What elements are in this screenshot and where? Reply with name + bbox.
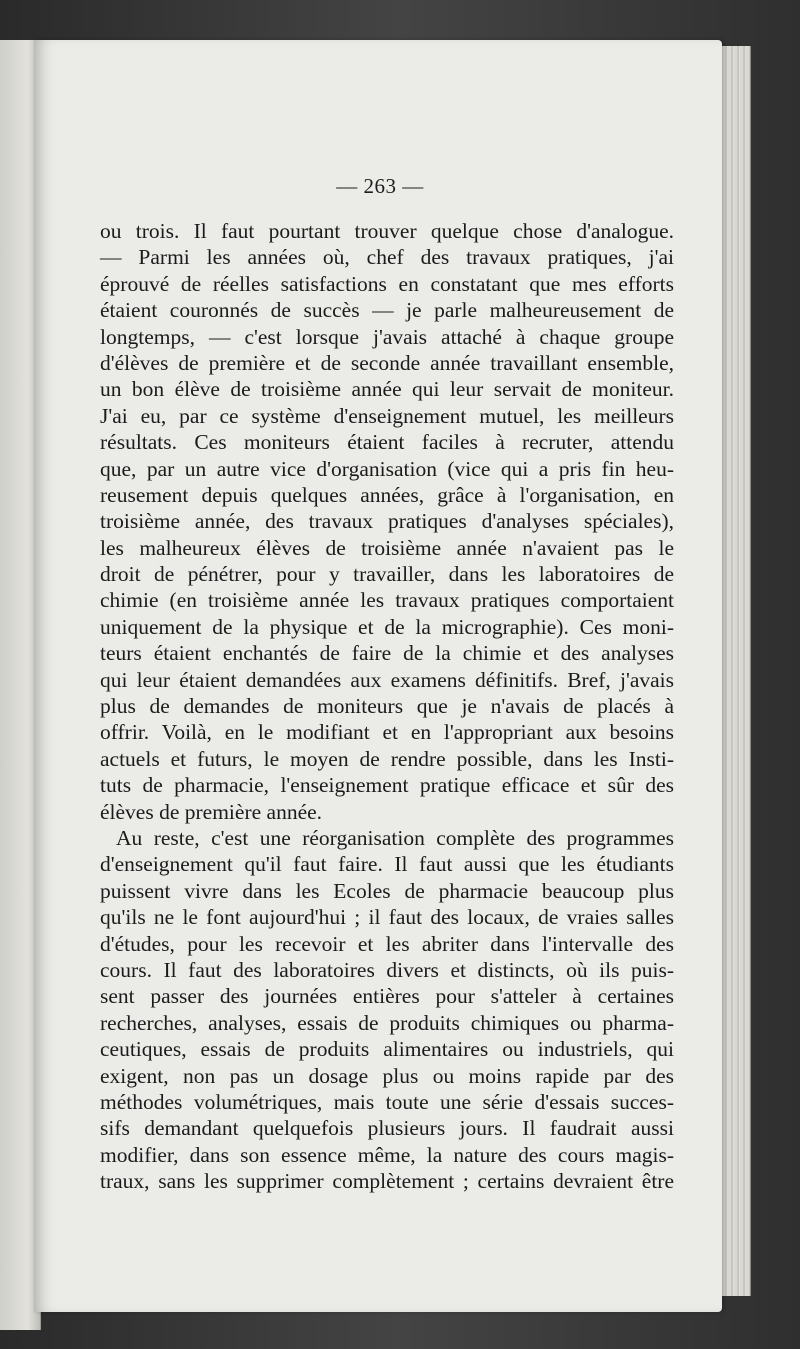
text-line: méthodes volumétriques, mais toute une série d'essais succes- — [100, 1089, 674, 1114]
text-line: un bon élève de troisième année qui leur servait de moniteur. — [100, 377, 674, 402]
text-line: chimie (en troisième année les travaux pratiques comportaient — [100, 588, 674, 613]
text-line: J'ai eu, par ce système d'enseignement mutuel, les meilleurs — [100, 403, 674, 428]
text-line: exigent, non pas un dosage plus ou moins rapide par des — [100, 1063, 674, 1088]
text-line: sent passer des journées entières pour s'atteler à certaines — [100, 984, 674, 1009]
text-line: d'études, pour les recevoir et les abriter dans l'intervalle des — [100, 931, 674, 956]
text-line: résultats. Ces moniteurs étaient faciles à recruter, attendu — [100, 430, 674, 455]
text-line: uniquement de la physique et de la micrographie). Ces moni- — [100, 614, 674, 639]
text-line: traux, sans les supprimer complètement ; certains devraient être — [100, 1169, 674, 1194]
text-line: recherches, analyses, essais de produits chimiques ou pharma- — [100, 1010, 674, 1035]
text-line: élèves de première année. — [100, 799, 323, 824]
text-line: — Parmi les années où, chef des travaux pratiques, j'ai — [100, 245, 674, 270]
page-number: — 263 — — [336, 174, 424, 198]
text-line: que, par un autre vice d'organisation (vice qui a pris fin heu- — [100, 456, 674, 481]
text-line: modifier, dans son essence même, la nature des cours magis- — [100, 1142, 674, 1167]
text-line: offrir. Voilà, en le modifiant et en l'appropriant aux besoins — [100, 720, 674, 745]
text-line: puissent vivre dans les Ecoles de pharmacie beaucoup plus — [100, 878, 674, 903]
text-line: troisième année, des travaux pratiques d'analyses spéciales), — [100, 509, 674, 534]
text-line: tuts de pharmacie, l'enseignement pratique efficace et sûr des — [100, 773, 674, 798]
text-line: plus de demandes de moniteurs que je n'avais de placés à — [100, 694, 674, 719]
text-line: qui leur étaient demandées aux examens définitifs. Bref, j'avais — [100, 667, 674, 692]
paragraph-2 — [100, 825, 674, 1194]
text-line: droit de pénétrer, pour y travailler, dans les laboratoires de — [100, 562, 674, 587]
text-line: qu'ils ne le font aujourd'hui ; il faut des locaux, de vraies salles — [100, 905, 674, 930]
text-line: Au reste, c'est une réorganisation complète des programmes — [116, 825, 674, 850]
text-line: reusement depuis quelques années, grâce à l'organisation, en — [100, 482, 674, 507]
text-line: cours. Il faut des laboratoires divers et distincts, où ils puis- — [100, 957, 674, 982]
text-line: longtemps, — c'est lorsque j'avais attaché à chaque groupe — [100, 324, 674, 349]
text-line: actuels et futurs, le moyen de rendre possible, dans les Insti- — [100, 746, 674, 771]
paragraph-1 — [100, 218, 674, 825]
text-line: teurs étaient enchantés de faire de la chimie et des analyses — [100, 641, 674, 666]
text-line: les malheureux élèves de troisième année n'avaient pas le — [100, 535, 674, 560]
text-line: ceutiques, essais de produits alimentaires ou industriels, qui — [100, 1037, 674, 1062]
body-text — [100, 218, 674, 1194]
text-line: d'enseignement qu'il faut faire. Il faut aussi que les étudiants — [100, 852, 674, 877]
text-line: d'élèves de première et de seconde année travaillant ensemble, — [100, 350, 674, 375]
text-line: sifs demandant quelquefois plusieurs jours. Il faudrait aussi — [100, 1116, 674, 1141]
text-line: éprouvé de réelles satisfactions en constatant que mes efforts — [100, 271, 674, 296]
text-line: étaient couronnés de succès — je parle malheureusement de — [100, 298, 674, 323]
text-line: ou trois. Il faut pourtant trouver quelque chose d'analogue. — [100, 219, 674, 243]
